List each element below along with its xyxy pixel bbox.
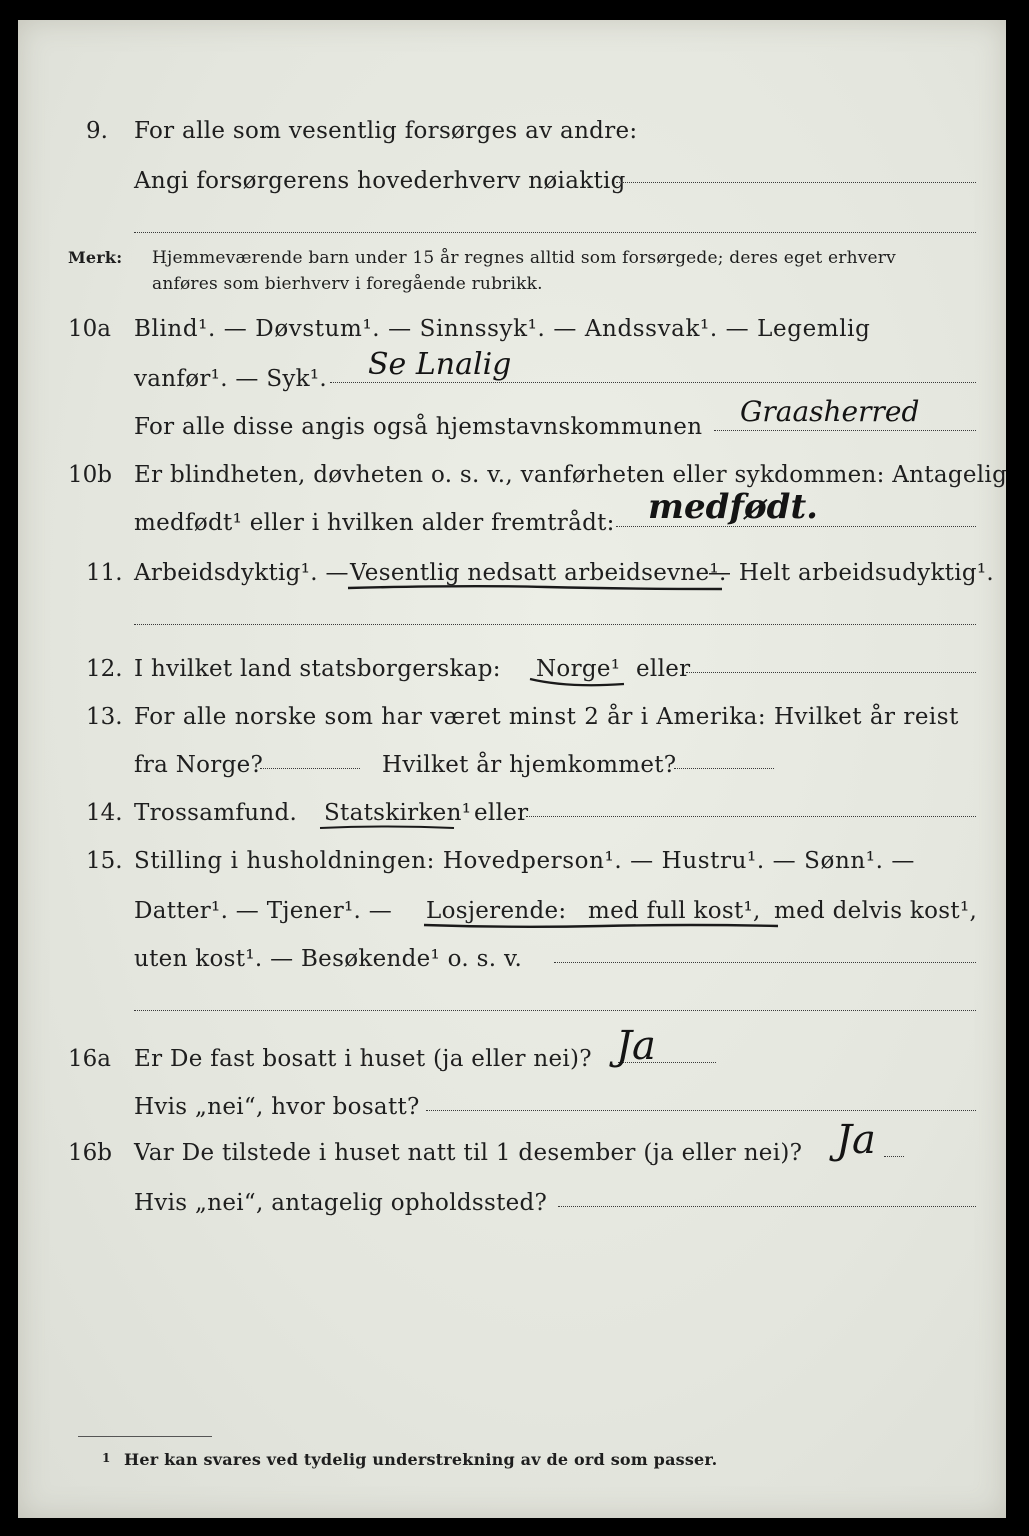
footnote-mark: 1 [102,1451,111,1465]
q16b-number: 16b [68,1140,112,1166]
merk-line1: Hjemmeværende barn under 15 år regnes alltid som forsørgede; deres eget erhverv [152,248,896,268]
q10b-number: 10b [68,462,112,488]
q15-handwritten-underline [422,920,782,934]
q11-extra-line [134,624,976,625]
q15-answer-line [554,962,976,963]
q12-number: 12. [86,656,123,682]
q14-text-c: eller [474,800,529,826]
q11-text-a: Arbeidsdyktig¹. — [134,560,349,586]
q14-text-a: Trossamfund. [134,800,298,826]
q15-line2-c: med full kost¹, [588,898,761,924]
q15-line1: Stilling i husholdningen: Hovedperson¹. — Hustru¹. — Sønn¹. — [134,848,916,874]
q15-line2-a: Datter¹. — Tjener¹. — [134,898,393,924]
q12-answer-line [686,672,976,673]
q16a-line2: Hvis „nei“, hvor bosatt? [134,1094,420,1120]
merk-label: Merk: [68,248,123,267]
q16b-answer: Ja [836,1117,876,1163]
census-form-page [18,20,1006,1518]
q16a-number: 16a [68,1046,111,1072]
q16a-answer: Ja [616,1023,656,1069]
q11-text-c: — Helt arbeidsudyktig¹. [708,560,995,586]
q15-number: 15. [86,848,123,874]
q13-line2-b: Hvilket år hjemkommet? [382,752,677,778]
q12-text-a: I hvilket land statsborgerskap: [134,656,501,682]
footnote-text: Her kan svares ved tydelig understrekning av de ord som passer. [124,1450,718,1469]
q10a-line1: Blind¹. — Døvstum¹. — Sinnssyk¹. — Andssvak¹. — Legemlig [134,316,871,342]
q11-text-b: Vesentlig nedsatt arbeidsevne¹. [350,560,727,586]
q14-text-b: Statskirken¹ [324,800,472,826]
q16a-bosatt-line [426,1110,976,1111]
q13-line1: For alle norske som har været minst 2 år i Amerika: Hvilket år reist [134,704,959,730]
q15-line2-b: Losjerende: [426,898,567,924]
q10a-hjemstavn-answer: Graasherred [740,395,920,428]
q13-reist-line [260,768,360,769]
q12-text-c: eller [636,656,691,682]
q10a-line2: vanfør¹. — Syk¹. [134,366,328,392]
q16b-line1: Var De tilstede i huset natt til 1 desember (ja eller nei)? [134,1140,803,1166]
q10a-syk-line [330,382,976,383]
q16b-answer-line [884,1156,904,1157]
q16b-opholdssted-line [558,1206,976,1207]
q14-answer-line [526,816,976,817]
q10a-number: 10a [68,316,111,342]
q16a-line1: Er De fast bosatt i huset (ja eller nei)? [134,1046,592,1072]
q15-extra-line [134,1010,976,1011]
q13-number: 13. [86,704,123,730]
q9-answer-line [616,182,976,183]
q15-line2-d: med delvis kost¹, [774,898,978,924]
q9-number: 9. [86,118,108,144]
q10a-syk-answer: Se Lnalig [368,347,512,382]
q10b-line1: Er blindheten, døvheten o. s. v., vanførheten eller sykdommen: Antagelig [134,462,1008,488]
q14-number: 14. [86,800,123,826]
q9-extra-line [134,232,976,233]
q9-line1: For alle som vesentlig forsørges av andre: [134,118,638,144]
q10a-line3: For alle disse angis også hjemstavnskommunen [134,414,703,440]
q16b-line2: Hvis „nei“, antagelig opholdssted? [134,1190,548,1216]
q13-hjemkommet-line [674,768,774,769]
q11-number: 11. [86,560,123,586]
q10b-line2: medfødt¹ eller i hvilken alder fremtrådt: [134,510,615,536]
q10a-hjemstavn-line [714,430,976,431]
q11-handwritten-underline [346,582,726,594]
q12-handwritten-underline [528,676,628,690]
q10b-answer: medfødt. [648,487,818,527]
merk-line2: anføres som bierhverv i foregående rubrikk. [152,274,543,294]
footnote-rule [78,1436,212,1437]
q9-line2: Angi forsørgerens hovederhverv nøiaktig [134,168,626,194]
q12-text-b: Norge¹ [536,656,621,682]
q14-handwritten-underline [318,822,458,834]
q13-line2-a: fra Norge? [134,752,264,778]
q15-line3: uten kost¹. — Besøkende¹ o. s. v. [134,946,523,972]
